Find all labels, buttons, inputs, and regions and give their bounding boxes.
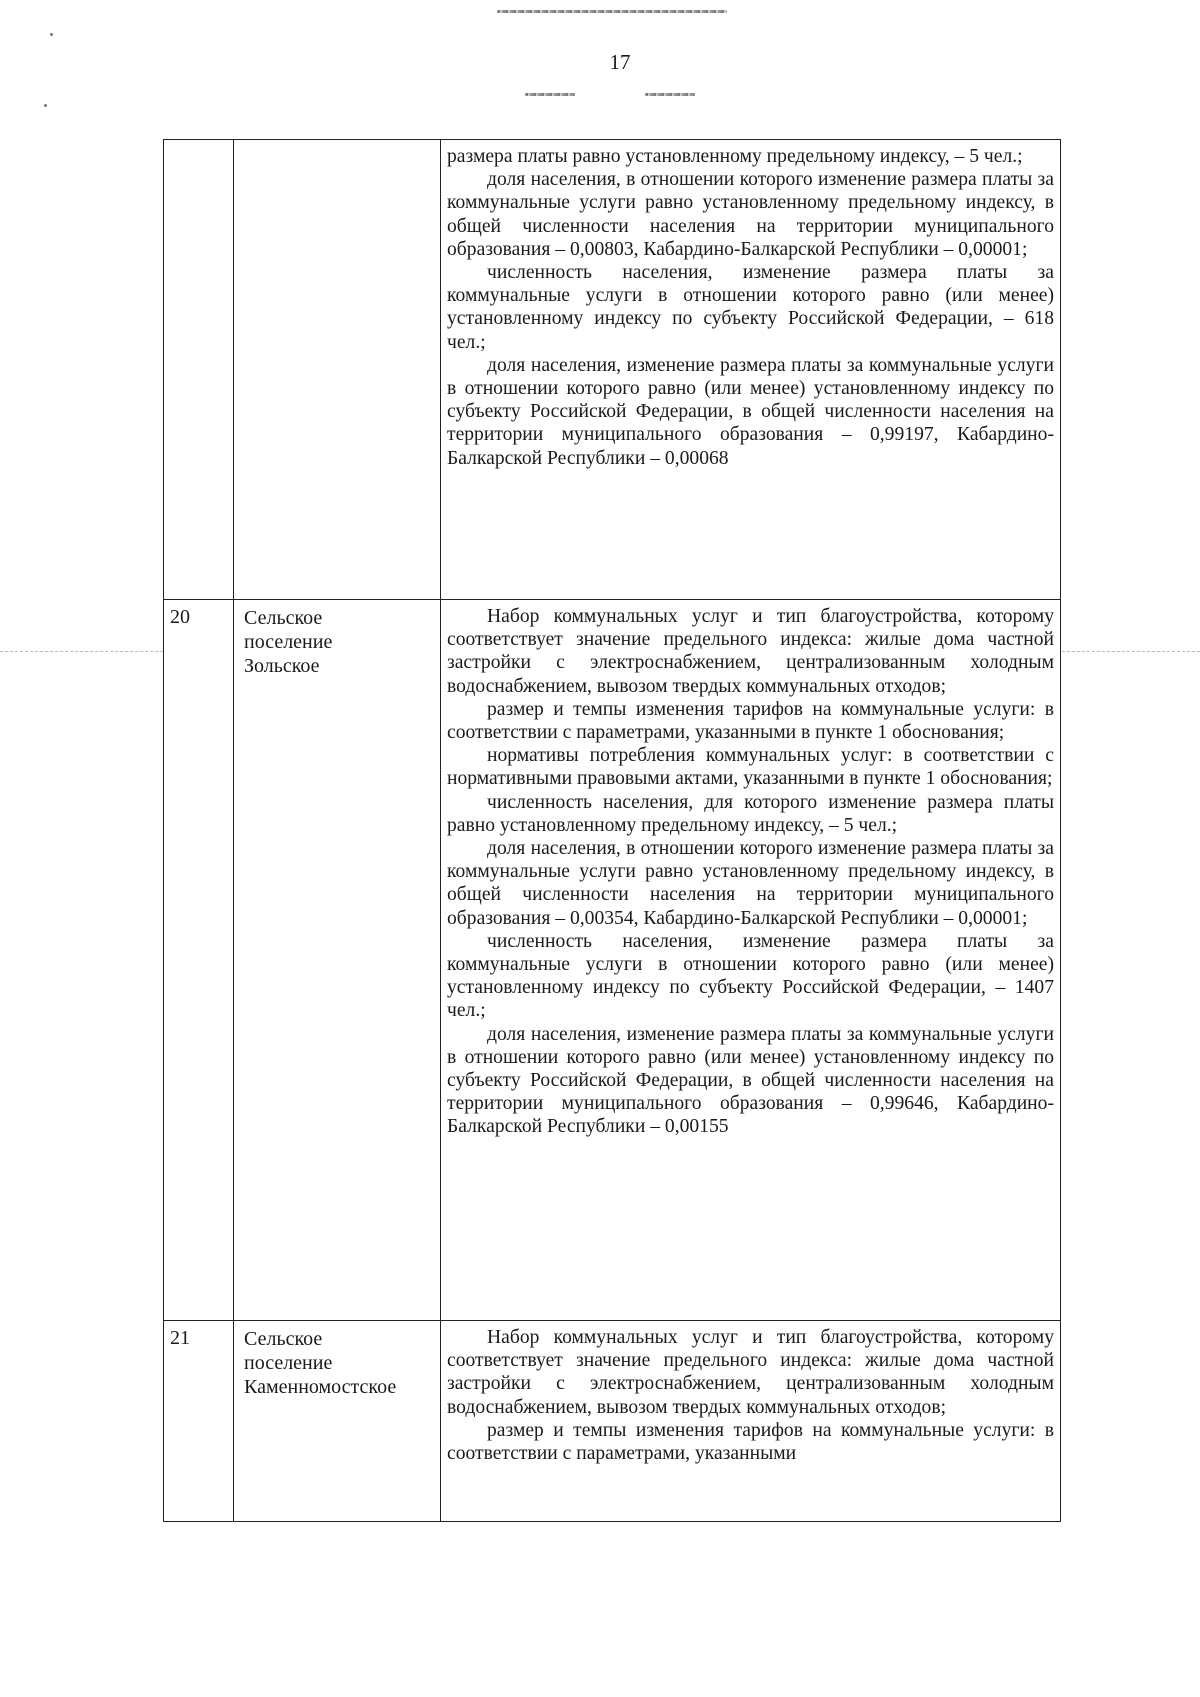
paragraph: численность населения, для которого изменение размера платы равно установленному предельному индексу, – 5 чел.;: [447, 791, 1054, 836]
table-row: [164, 1320, 1060, 1521]
paragraph: размер и темпы изменения тарифов на коммунальные услуги: в соответствии с параметрами, указанными: [447, 1419, 1054, 1465]
paragraph: Набор коммунальных услуг и тип благоустройства, которому соответствует значение предельного индекса: жилые дома частной застройки с электроснабжением, централизованным холодным водоснабжением, вывозом твердых коммунальных отходов;: [447, 606, 1054, 697]
paragraph: размера платы равно установленному предельному индексу, – 5 чел.;: [447, 146, 1023, 167]
paragraph: численность населения, изменение размера платы за коммунальные услуги в отношении которого равно (или менее) установленному индексу по субъекту Российской Федерации, – 618 чел.;: [447, 262, 1054, 353]
paragraph: доля населения, в отношении которого изменение размера платы за коммунальные услуги равно установленному предельному индексу, в общей численности населения на территории муниципального образования – 0,00803, Кабардино-Балкарской Республики – 0,00001;: [447, 169, 1054, 260]
paragraph: доля населения, в отношении которого изменение размера платы за коммунальные услуги равно установленному предельному индексу, в общей численности населения на территории муниципального образования – 0,00354, Кабардино-Балкарской Республики – 0,00001;: [447, 838, 1054, 929]
paragraph: доля населения, изменение размера платы за коммунальные услуги в отношении которого равно (или менее) установленному индексу по субъекту Российской Федерации, в общей численности населения на территории муниципального образования – 0,99646, Кабардино-Балкарской Республики – 0,00155: [447, 1023, 1054, 1138]
row-description: [441, 600, 1060, 1320]
paragraph: нормативы потребления коммунальных услуг: в соответствии с нормативными правовыми актами, указанными в пункте 1 обоснования;: [447, 745, 1054, 790]
scan-artifact: [497, 10, 727, 13]
settlement-name: [234, 1321, 441, 1521]
table-row: [164, 140, 1060, 599]
scan-artifact: [50, 33, 53, 36]
paragraph: Набор коммунальных услуг и тип благоустройства, которому соответствует значение предельного индекса: жилые дома частной застройки с электроснабжением, централизованным холодным водоснабжением, вывозом твердых коммунальных отходов;: [447, 1327, 1054, 1418]
scan-artifact: [645, 93, 695, 96]
row-number: 21: [164, 1321, 234, 1521]
settlement-name-line: Сельское: [244, 1328, 323, 1350]
scan-artifact: [525, 93, 575, 96]
paragraph: доля населения, изменение размера платы за коммунальные услуги в отношении которого равно (или менее) установленному индексу по субъекту Российской Федерации, в общей численности населения на территории муниципального образования – 0,99197, Кабардино-Балкарской Республики – 0,00068: [447, 354, 1054, 469]
paragraph: размер и темпы изменения тарифов на коммунальные услуги: в соответствии с параметрами, указанными в пункте 1 обоснования;: [447, 698, 1054, 744]
settlement-name-line: Зольское: [244, 655, 320, 677]
data-table: [163, 139, 1061, 1522]
scan-artifact: [44, 104, 47, 107]
settlement-name-line: Сельское: [244, 607, 323, 629]
settlement-name: [234, 600, 441, 1320]
row-number: [164, 140, 234, 599]
row-description: [441, 1321, 1060, 1521]
row-number: 20: [164, 600, 234, 1320]
row-description: [441, 140, 1060, 599]
table-row: [164, 599, 1060, 1320]
paragraph: численность населения, изменение размера платы за коммунальные услуги в отношении которого равно (или менее) установленному индексу по субъекту Российской Федерации, – 1407 чел.;: [447, 930, 1054, 1022]
settlement-name: [234, 140, 441, 599]
page-number: 17: [609, 50, 631, 74]
settlement-name-line: поселение: [244, 1352, 333, 1374]
settlement-name-line: поселение: [244, 631, 333, 653]
settlement-name-line: Каменномостское: [244, 1376, 397, 1398]
